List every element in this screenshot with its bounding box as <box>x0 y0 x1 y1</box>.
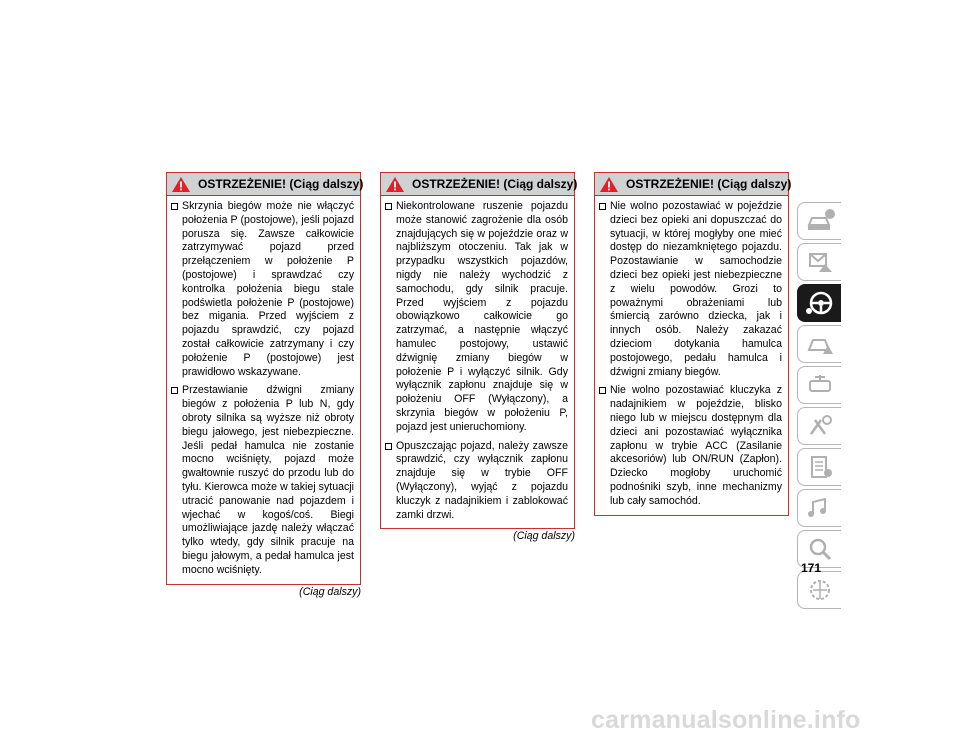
warning-triangle-icon <box>599 176 619 193</box>
page-number: 171 <box>801 561 822 575</box>
list-item: Niekontrolowane ruszenie pojazdu może stanowić zagrożenie dla osób znajdujących się w pojeździe oraz w najbliższym otoczeniu. Tak jak w przypadku wszystkich pojazdów, nigdy nie należy wychodzić z samochodu, gdy silnik pracuje. Przed wyjściem z pojazdu obowiązkowo całkowicie go zatrzymać, a następnie włączyć hamulec postojowy, ustawić dźwignię zmiany biegów w położenie P i wyłączyć silnik. Gdy wyłącznik zapłonu znajduje się w położeniu OFF (Wyłączony), a skrzynia biegów w położeniu P, pojazd jest unieruchomiony. <box>385 200 568 435</box>
continued-label: (Ciąg dalszy) <box>299 585 361 598</box>
tab-warning-lights[interactable] <box>797 325 841 363</box>
warning-triangle-icon <box>171 176 191 193</box>
warning-header <box>595 173 792 196</box>
tab-languages[interactable] <box>797 571 841 609</box>
warning-box <box>166 172 364 585</box>
warning-header <box>167 173 364 196</box>
warning-box <box>594 172 792 516</box>
warning-column-3 <box>594 172 792 516</box>
continued-label: (Ciąg dalszy) <box>513 530 575 543</box>
square-bullet-icon <box>385 203 392 210</box>
warning-column-1 <box>166 172 364 598</box>
warning-title: OSTRZEŻENIE! (Ciąg dalszy) <box>412 177 578 191</box>
car-info-icon <box>805 207 835 235</box>
warning-column-2 <box>380 172 578 543</box>
service-tools-icon <box>805 412 835 440</box>
warning-title: OSTRZEŻENIE! (Ciąg dalszy) <box>198 177 364 191</box>
watermark: carmanualsonline.info <box>591 706 861 734</box>
warning-header <box>381 173 578 196</box>
multimedia-icon <box>805 494 835 522</box>
specifications-icon <box>805 453 835 481</box>
list-item: Nie wolno pozostawiać kluczyka z nadajnikiem w pojeździe, blisko niego lub w miejscu dostępnym dla dzieci ani pozostawiać wyłącznika zapłonu w trybie ACC (Zasilanie akcesoriów) lub ON/RUN (Zapłon). Dziecko mogłoby uruchomić podnośniki szyb, inne mechanizmy lub cały samochód. <box>599 384 782 508</box>
warning-title: OSTRZEŻENIE! (Ciąg dalszy) <box>626 177 792 191</box>
languages-icon <box>805 576 835 604</box>
square-bullet-icon <box>171 203 178 210</box>
list-item: Skrzynia biegów może nie włączyć położenia P (postojowe), jeśli pojazd porusza się. Zawsze całkowicie zatrzymywać pojazd przed przełączeniem w położenie P (postojowe) i sprawdzać czy kontrolka położenia biegu stale podświetla położenie P (postojowe) bez migania. Przed wyjściem z pojazdu sprawdzić, czy pojazd został całkowicie zatrzymany i czy położenie P (postojowe) jest prawidłowo wskazywane. <box>171 200 354 379</box>
list-item: Nie wolno pozostawiać w pojeździe dzieci bez opieki ani dopuszczać do sytuacji, w której mogłyby one mieć dostęp do niezamkniętego pojazdu. Pozostawianie w samochodzie dzieci bez opieki jest niebezpieczne z wielu powodów. Grozi to poważnymi obrażeniami lub śmiercią zarówno dziecka, jak i innych osób. Należy zakazać dzieciom dotykania hamulca postojowego, pedału hamulca i dźwigni zmiany biegów. <box>599 200 782 379</box>
list-item: Przestawianie dźwigni zmiany biegów z położenia P lub N, gdy obroty silnika są wyższe niż obroty biegu jałowego, jest niebezpieczne. Jeśli pedał hamulca nie zostanie mocno wciśnięty, pojazd może gwałtownie ruszyć do przodu lub do tyłu. Kierowca może w takiej sytuacji utracić panowanie nad pojazdem i wjechać w kogoś/coś. Biegi umożliwiające jazdę należy włączać tylko wtedy, gdy silnik pracuje na biegu jałowym, a pedał hamulca jest mocno wciśnięty. <box>171 384 354 577</box>
steering-wheel-icon <box>805 289 835 317</box>
square-bullet-icon <box>171 387 178 394</box>
chapter-tabs <box>797 202 842 612</box>
index-search-icon <box>805 535 835 563</box>
warning-box <box>380 172 578 529</box>
tab-safety[interactable] <box>797 243 841 281</box>
warning-lights-icon <box>805 330 835 358</box>
list-item: Opuszczając pojazd, należy zawsze sprawdzić, czy wyłącznik zapłonu znajduje się w trybie OFF (Wyłączony), wyjąć z pojazdu kluczyk z nadajnikiem i zablokować zamki drzwi. <box>385 440 568 523</box>
tab-car-info[interactable] <box>797 202 841 240</box>
square-bullet-icon <box>599 203 606 210</box>
tab-specifications[interactable] <box>797 448 841 486</box>
car-emergency-icon <box>805 371 835 399</box>
tab-service[interactable] <box>797 407 841 445</box>
tab-multimedia[interactable] <box>797 489 841 527</box>
square-bullet-icon <box>385 443 392 450</box>
safety-envelope-icon <box>805 248 835 276</box>
tab-starting-driving[interactable] <box>797 284 841 322</box>
tab-emergency[interactable] <box>797 366 841 404</box>
square-bullet-icon <box>599 387 606 394</box>
warning-triangle-icon <box>385 176 405 193</box>
